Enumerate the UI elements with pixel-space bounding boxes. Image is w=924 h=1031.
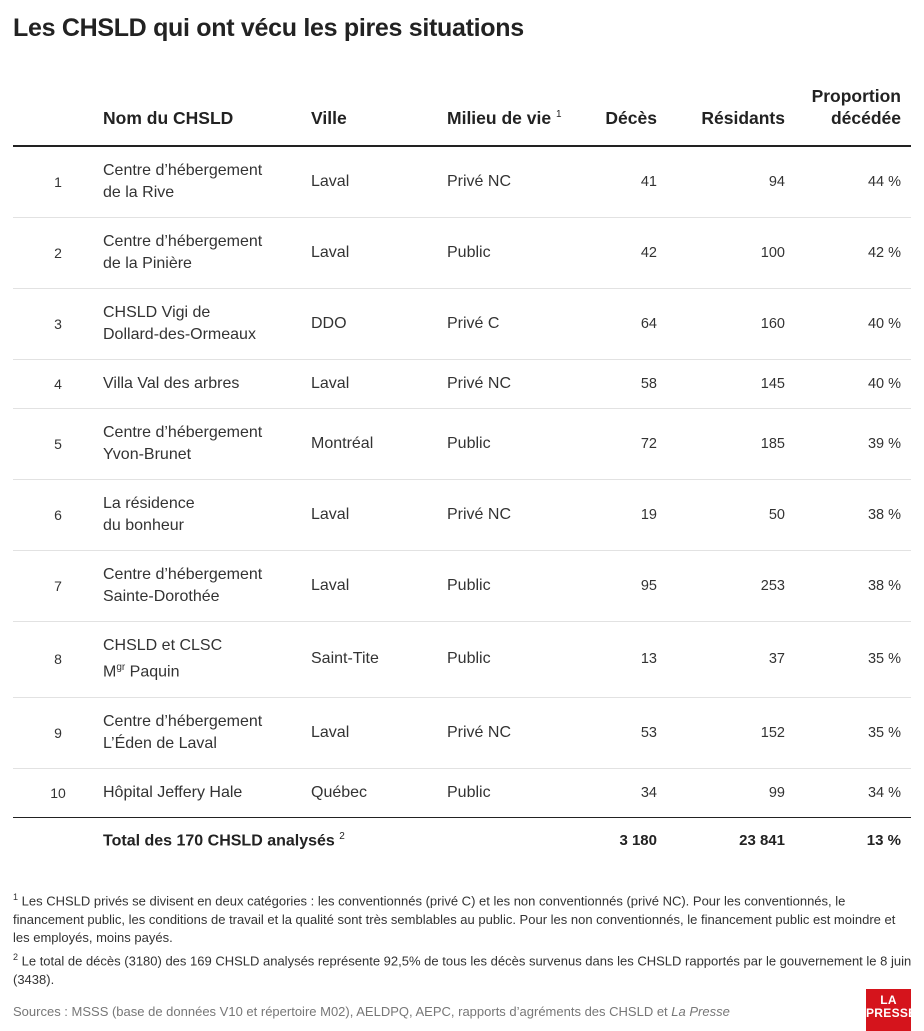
header-milieu-sup: 1 — [555, 109, 562, 121]
footnote-2 — [13, 948, 913, 989]
row-name-line2: Sainte-Dorothée — [103, 587, 220, 605]
header-milieu — [447, 78, 565, 146]
row-deces: 53 — [640, 724, 657, 741]
row-residents: 99 — [768, 784, 785, 801]
row-proportion: 35 % — [867, 724, 901, 741]
row-name-line1: Centre d’hébergement — [103, 565, 263, 583]
table-row — [13, 621, 911, 697]
row-name-line2-prefix: M — [103, 663, 117, 681]
header-rank — [13, 78, 103, 146]
total-label-text: Total des 170 CHSLD analysés — [103, 832, 335, 850]
table-row — [13, 550, 911, 621]
table-row — [13, 697, 911, 768]
row-name — [103, 408, 311, 479]
header-ville: Ville — [311, 108, 347, 128]
total-rank — [13, 817, 103, 864]
row-rank: 4 — [54, 375, 62, 392]
total-row — [13, 817, 911, 864]
row-proportion: 38 % — [867, 506, 901, 523]
row-proportion: 44 % — [867, 173, 901, 190]
footnote-1 — [13, 888, 913, 948]
total-proportion: 13 % — [866, 832, 901, 850]
row-milieu: Privé NC — [447, 505, 512, 523]
row-residents: 94 — [768, 173, 785, 190]
row-proportion: 40 % — [867, 315, 901, 332]
row-proportion: 40 % — [867, 375, 901, 392]
row-rank: 7 — [54, 577, 62, 594]
total-label-sup: 2 — [339, 831, 345, 843]
total-deces: 3 180 — [619, 832, 657, 850]
table-row — [13, 768, 911, 817]
row-residents: 50 — [768, 506, 785, 523]
page-title: Les CHSLD qui ont vécu les pires situations — [13, 14, 524, 42]
row-proportion: 38 % — [867, 577, 901, 594]
row-residents: 152 — [760, 724, 785, 741]
chsld-table — [13, 78, 911, 864]
row-name — [103, 217, 311, 288]
sources — [13, 1004, 730, 1019]
row-residents: 185 — [760, 435, 785, 452]
row-milieu: Public — [447, 243, 491, 261]
row-name-line2: de la Pinière — [103, 254, 192, 272]
row-deces: 58 — [640, 375, 657, 392]
row-milieu: Public — [447, 576, 491, 594]
row-rank: 3 — [54, 315, 62, 332]
row-name-line2-suffix: Paquin — [125, 663, 180, 681]
row-residents: 145 — [760, 375, 785, 392]
row-rank: 1 — [54, 173, 62, 190]
row-deces: 42 — [640, 244, 657, 261]
table-row — [13, 408, 911, 479]
row-residents: 253 — [760, 577, 785, 594]
row-milieu: Public — [447, 434, 491, 452]
sources-text: Sources : MSSS (base de données V10 et répertoire M02), AELDPQ, AEPC, rapports d’agréments des CHSLD et — [13, 1004, 672, 1019]
header-proportion-line1: Proportion — [811, 86, 901, 106]
row-milieu: Privé C — [447, 314, 500, 332]
row-ville: Québec — [311, 783, 368, 801]
row-ville: Montréal — [311, 434, 374, 452]
row-name-line2: de la Rive — [103, 183, 175, 201]
row-name-line1: CHSLD Vigi de — [103, 303, 211, 321]
row-name-line2: Yvon-Brunet — [103, 445, 192, 463]
header-deces: Décès — [605, 108, 657, 128]
row-rank: 10 — [50, 784, 66, 801]
row-milieu: Privé NC — [447, 723, 512, 741]
footnotes — [13, 888, 913, 989]
logo-line2: PRESSE — [866, 1006, 917, 1020]
row-milieu: Public — [447, 650, 491, 667]
header-residents: Résidants — [701, 108, 785, 128]
row-proportion: 34 % — [867, 784, 901, 801]
row-name-line1: La résidence — [103, 494, 195, 512]
row-proportion: 42 % — [867, 244, 901, 261]
row-name-line1: Centre d’hébergement — [103, 232, 263, 250]
footnote-1-text: Les CHSLD privés se divisent en deux catégories : les conventionnés (privé C) et les non conventionnés (privé NC). Pour les conventionnés, le financement public, les conditions de travail et la qualité sont très semblables au public. Pour les non conventionnés, le financement public est moindre et les employés, moins payés. — [13, 893, 896, 946]
logo-line1: LA — [880, 993, 897, 1007]
row-milieu: Privé NC — [447, 172, 512, 190]
total-residents: 23 841 — [739, 832, 785, 850]
row-name-line1: Centre d’hébergement — [103, 423, 263, 441]
row-name-line2: Dollard-des-Ormeaux — [103, 325, 256, 343]
row-residents: 37 — [768, 651, 785, 667]
row-ville: Laval — [311, 576, 350, 594]
row-milieu: Privé NC — [447, 374, 512, 392]
row-name — [103, 550, 311, 621]
table-header-row — [13, 78, 911, 146]
row-name — [103, 697, 311, 768]
header-proportion — [785, 78, 911, 146]
table-row — [13, 217, 911, 288]
footnote-1-marker: 1 — [13, 892, 19, 902]
row-rank: 5 — [54, 435, 62, 452]
row-ville: Laval — [311, 374, 350, 392]
row-deces: 95 — [640, 577, 657, 594]
total-label — [103, 817, 565, 864]
row-name-line1: Centre d’hébergement — [103, 712, 263, 730]
row-name-line1: Centre d’hébergement — [103, 161, 263, 179]
row-name: Hôpital Jeffery Hale — [103, 783, 243, 801]
row-residents: 160 — [760, 315, 785, 332]
footnote-2-text: Le total de décès (3180) des 169 CHSLD analysés représente 92,5% de tous les décès survenus dans les CHSLD rapportés par le gouvernement le 8 juin (3438). — [13, 953, 912, 987]
la-presse-logo — [866, 989, 917, 1031]
header-name: Nom du CHSLD — [103, 108, 234, 128]
row-name — [103, 288, 311, 359]
footnote-2-marker: 2 — [13, 951, 19, 962]
row-milieu: Public — [447, 783, 491, 801]
row-name: Villa Val des arbres — [103, 374, 240, 392]
row-name — [103, 479, 311, 550]
row-ville: Saint-Tite — [311, 650, 379, 667]
row-deces: 19 — [640, 506, 657, 523]
row-deces: 41 — [640, 173, 657, 190]
row-name-line2-sup: gr — [116, 661, 126, 673]
sources-italic: La Presse — [671, 1004, 730, 1019]
row-ville: DDO — [311, 314, 347, 332]
row-deces: 64 — [640, 315, 657, 332]
table-row — [13, 288, 911, 359]
row-rank: 8 — [54, 651, 62, 667]
row-name — [103, 621, 311, 697]
table-row — [13, 146, 911, 217]
row-deces: 72 — [640, 435, 657, 452]
row-deces: 34 — [640, 784, 657, 801]
row-ville: Laval — [311, 243, 350, 261]
row-ville: Laval — [311, 505, 350, 523]
row-deces: 13 — [640, 651, 657, 667]
table-row — [13, 479, 911, 550]
row-residents: 100 — [760, 244, 785, 261]
row-rank: 2 — [54, 244, 62, 261]
row-ville: Laval — [311, 172, 350, 190]
row-ville: Laval — [311, 723, 350, 741]
row-rank: 9 — [54, 724, 62, 741]
header-proportion-line2: décédée — [830, 108, 901, 128]
row-name-line1: CHSLD et CLSC — [103, 636, 223, 654]
row-name-line2: du bonheur — [103, 516, 184, 534]
row-rank: 6 — [54, 506, 62, 523]
header-milieu-label: Milieu de vie — [447, 108, 552, 128]
row-proportion: 35 % — [867, 651, 901, 667]
row-name-line2: L’Éden de Laval — [103, 734, 217, 752]
row-proportion: 39 % — [867, 435, 901, 452]
row-name — [103, 146, 311, 217]
table-row — [13, 359, 911, 408]
